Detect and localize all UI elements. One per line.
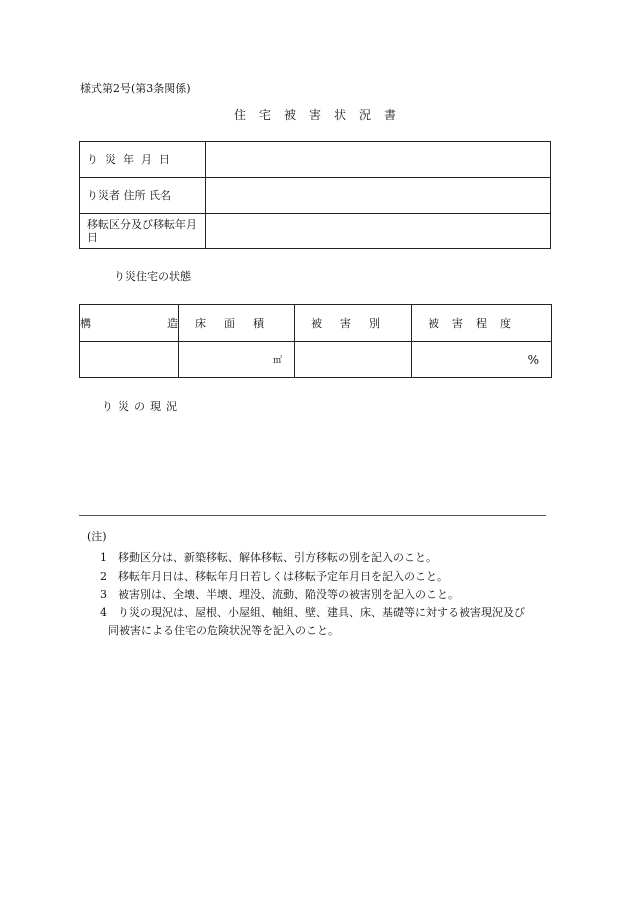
percent-unit: % [527, 352, 539, 367]
disaster-date-label: り災年月日 [80, 142, 206, 178]
square-meter-unit: ㎡ [272, 356, 282, 366]
housing-status-table [79, 304, 552, 378]
structure-field[interactable] [80, 342, 179, 378]
note-item: 3 被害別は、全壊、半壊、埋没、流動、陥没等の被害別を記入のこと。 [100, 588, 459, 601]
floor-area-field[interactable] [179, 342, 295, 378]
current-status-heading: り災の現況 [102, 400, 182, 413]
disaster-info-table [79, 141, 551, 249]
table-row [80, 214, 551, 249]
housing-status-heading: り災住宅の状態 [114, 270, 191, 283]
table-header-row [80, 305, 552, 342]
victim-address-name-field[interactable] [206, 178, 551, 214]
divider [79, 515, 546, 516]
table-row [80, 178, 551, 214]
current-status-area[interactable] [102, 420, 542, 508]
document-title: 住宅被害状況書 [233, 108, 409, 122]
note-item: 4 り災の現況は、屋根、小屋組、軸組、壁、建具、床、基礎等に対する被害現況及び [100, 606, 525, 619]
note-item-continuation: 同被害による住宅の危険状況等を記入のこと。 [108, 624, 339, 637]
column-header-structure: 構 造 [80, 305, 179, 342]
relocation-field[interactable] [206, 214, 551, 249]
notes-title: (注) [87, 530, 107, 543]
column-header-damage-type: 被害別 [295, 305, 412, 342]
note-item: 2 移転年月日は、移転年月日若しくは移転予定年月日を記入のこと。 [100, 570, 448, 583]
relocation-label: 移転区分及び移転年月日 [80, 214, 206, 249]
damage-type-field[interactable] [295, 342, 412, 378]
table-row [80, 342, 552, 378]
victim-address-name-label: り災者 住所 氏名 [80, 178, 206, 214]
damage-degree-field[interactable] [412, 342, 552, 378]
column-header-damage-degree: 被害程度 [412, 305, 552, 342]
note-item: 1 移動区分は、新築移転、解体移転、引方移転の別を記入のこと。 [100, 551, 437, 564]
disaster-date-field[interactable] [206, 142, 551, 178]
table-row [80, 142, 551, 178]
form-number-label: 様式第2号(第3条関係) [80, 82, 191, 95]
column-header-floor-area: 床面積 [179, 305, 295, 342]
